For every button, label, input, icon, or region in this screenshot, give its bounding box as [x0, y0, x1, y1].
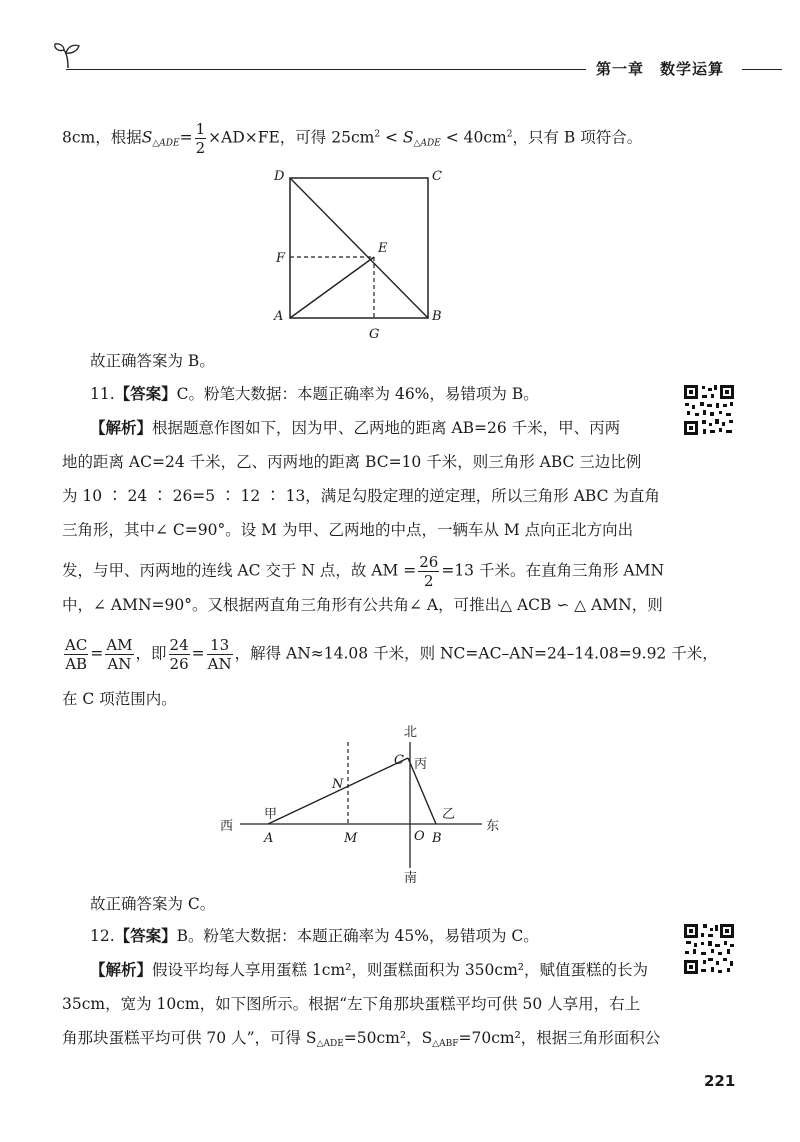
- label-east: 东: [486, 819, 500, 834]
- label-yi: 乙: [442, 807, 456, 822]
- paragraph-line: 三角形，其中∠ C=90°。设 M 为甲、乙两地的中点，一辆车从 M 点向正北方向出: [62, 521, 634, 539]
- header-rule-right: [742, 69, 782, 70]
- paragraph-line: 35cm，宽为 10cm，如下图所示。根据“左下角那块蛋糕平均可供 50 人享用，右上: [62, 995, 641, 1013]
- paragraph-line: 地的距离 AC=24 千米，乙、丙两地的距离 BC=10 千米，则三角形 ABC 三边比例: [62, 453, 642, 471]
- label-north: 北: [404, 725, 418, 740]
- qr-code-icon[interactable]: [682, 383, 736, 437]
- paragraph-line: 为 10 ∶ 24 ∶ 26=5 ∶ 12 ∶ 13，满足勾股定理的逆定理，所以三角形 ABC 为直角: [62, 487, 660, 505]
- compass-figure: [210, 720, 510, 885]
- label-a: A: [264, 831, 274, 846]
- fraction: $\frac{1}{2}$: [195, 120, 206, 157]
- question-12-answer: 12.【答案】B。粉笔大数据：本题正确率为 45%，易错项为 C。: [90, 927, 539, 945]
- question-11-answer: 11.【答案】C。粉笔大数据：本题正确率为 46%，易错项为 B。: [90, 385, 539, 403]
- page-number: 221: [704, 1072, 736, 1090]
- segment-ae: [290, 257, 374, 318]
- label-g: G: [369, 327, 380, 342]
- fraction: $\frac{AC}{AB}$: [65, 636, 88, 673]
- label-e: E: [378, 241, 388, 256]
- label-b: B: [432, 309, 442, 324]
- paragraph-line: 发，与甲、丙两地的连线 AC 交于 N 点，故 AM = $\frac{26}{2}$ =13 千米。在直角三角形 AMN: [62, 553, 665, 590]
- square-figure: [260, 162, 460, 342]
- sprout-icon: [52, 40, 86, 70]
- paragraph-line: 中，∠ AMN=90°。又根据两直角三角形有公共角∠ A，可推出△ ACB ∽ △ AMN，则: [62, 596, 663, 614]
- fraction: $\frac{24}{26}$: [169, 636, 189, 673]
- label-f: F: [276, 251, 286, 266]
- paragraph-line: 角那块蛋糕平均可供 70 人”，可得 $S_{\triangle ADE}=50cm^2$，$S_{\triangle ABF}=70cm^2$，根据三角形面积公: [62, 1029, 661, 1049]
- label-bing: 丙: [414, 757, 428, 772]
- paragraph-line: 【解析】根据题意作图如下，因为甲、乙两地的距离 AB=26 千米，甲、丙两: [90, 419, 621, 437]
- label-n: N: [332, 777, 344, 792]
- label-jia: 甲: [264, 807, 278, 822]
- label-west: 西: [220, 819, 234, 834]
- answer-line: 故正确答案为 C。: [90, 895, 216, 913]
- paragraph-line: 【解析】假设平均每人享用蛋糕 1cm²，则蛋糕面积为 350cm²，赋值蛋糕的长为: [90, 961, 649, 979]
- fraction: $\frac{13}{AN}$: [207, 636, 232, 673]
- paragraph-line: 在 C 项范围内。: [62, 690, 177, 708]
- label-south: 南: [404, 871, 418, 885]
- answer-line: 故正确答案为 B。: [90, 352, 215, 370]
- fraction: $\frac{26}{2}$: [419, 553, 439, 590]
- header-rule: [66, 69, 586, 70]
- label-o: O: [414, 829, 425, 844]
- paragraph-line: $\frac{AC}{AB}$ = $\frac{AM}{AN}$ ，即 $\frac{24}{26}$ = $\frac{13}{AN}$ ，解得 AN≈14.08 千米，则 NC=AC–AN=24–14.08=9.92 千米，: [65, 636, 718, 673]
- label-d: D: [274, 169, 285, 184]
- label-c: C: [394, 753, 404, 768]
- label-c: C: [432, 169, 442, 184]
- qr-code-icon[interactable]: [682, 922, 736, 976]
- paragraph-line: 8cm，根据$S_{\triangle ADE}=$ $\frac{1}{2}$ ×AD×FE，可得 $25cm^2 < S_{\triangle ADE} < 40cm^2$，只有 B 项符合。: [62, 120, 643, 157]
- label-b: B: [432, 831, 442, 846]
- segment-db: [290, 178, 428, 318]
- label-a: A: [274, 309, 284, 324]
- label-m: M: [344, 831, 358, 846]
- chapter-title: 第一章 数学运算: [596, 60, 725, 78]
- fraction: $\frac{AM}{AN}$: [106, 636, 133, 673]
